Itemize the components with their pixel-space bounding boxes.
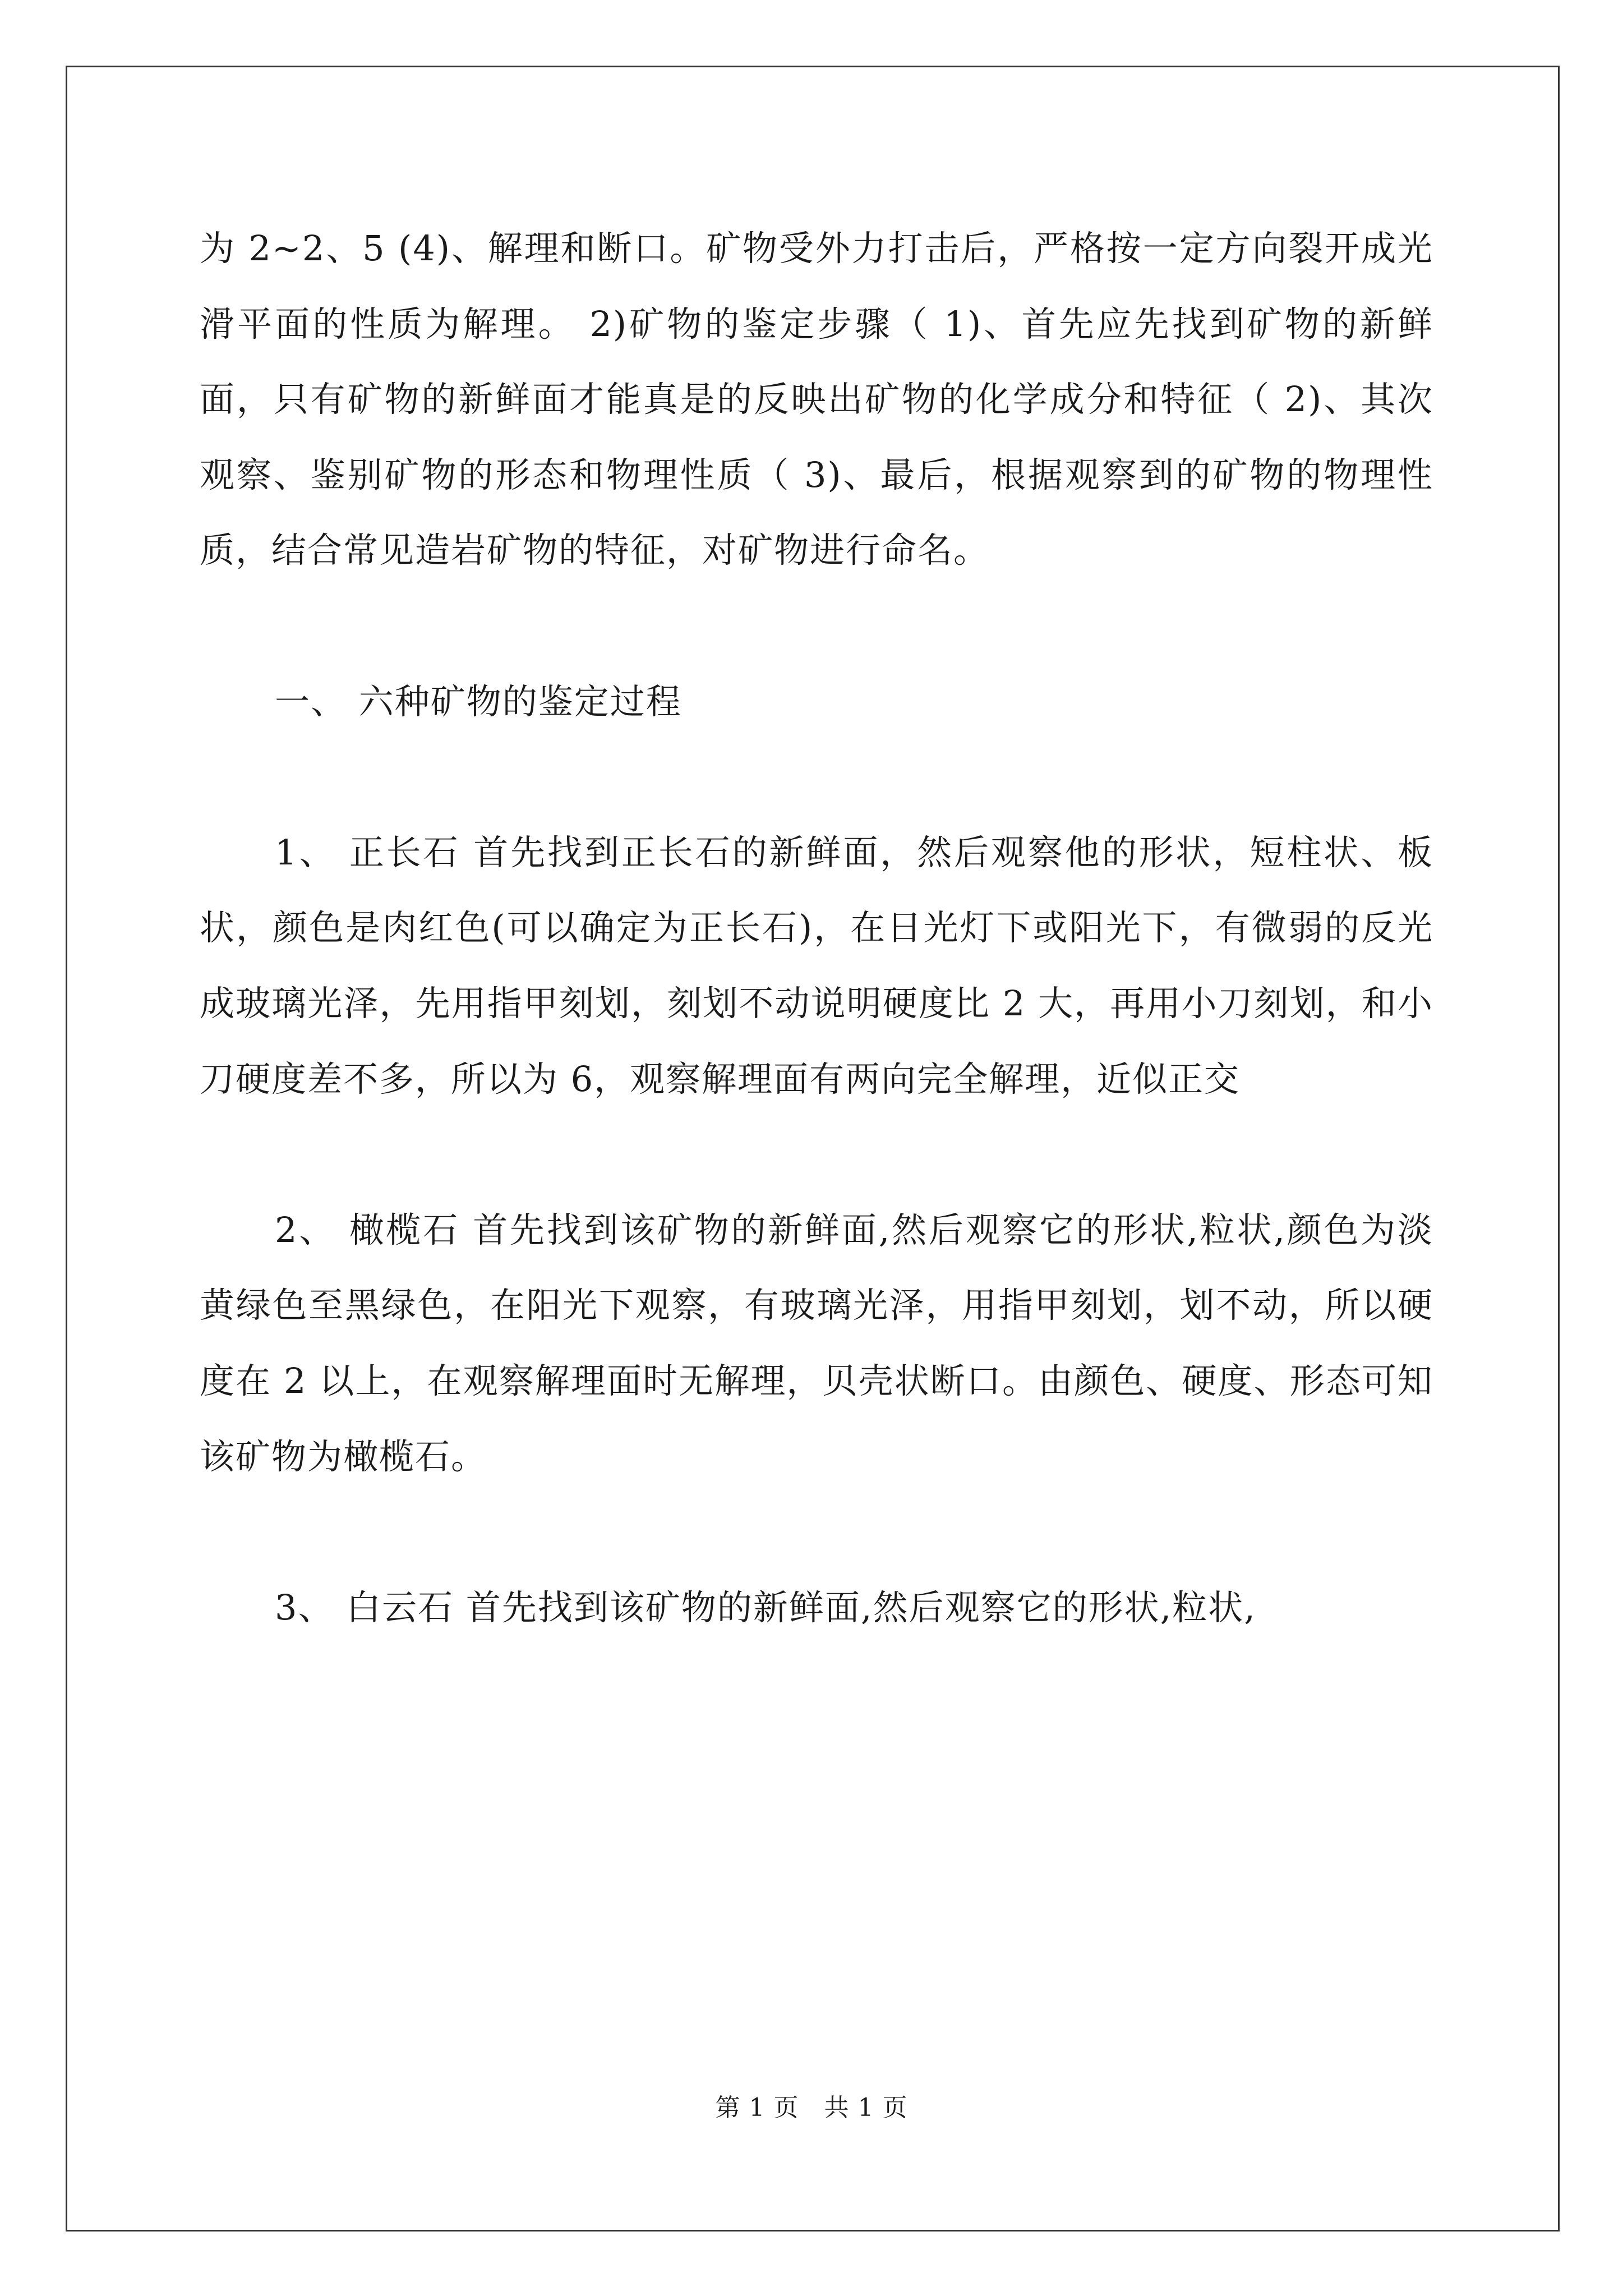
paragraph-mineral-identification-steps: 为 2~2、5 (4)、解理和断口。矿物受外力打击后，严格按一定方向裂开成光滑平面的性质为解理。 2)矿物的鉴定步骤（ 1)、首先应先找到矿物的新鲜面，只有矿物的新鲜面才能真是的反映出矿物的化学成分和特征（ 2)、其次观察、鉴别矿物的形态和物理性质（ 3)、最后，根据观察到的矿物的物理性质，结合常见造岩矿物的特征，对矿物进行命名。 xyxy=(200,228,1433,571)
document-body xyxy=(200,211,1433,1645)
page-number-footer: 第 1 页 共 1 页 xyxy=(715,2093,908,2122)
paragraph-dolomite: 3、 白云石 首先找到该矿物的新鲜面,然后观察它的形状,粒状, xyxy=(275,1586,1256,1628)
section-heading-six-minerals: 一、 六种矿物的鉴定过程 xyxy=(275,680,682,722)
paragraph-olivine: 2、 橄榄石 首先找到该矿物的新鲜面,然后观察它的形状,粒状,颜色为淡黄绿色至黑绿色，在阳光下观察，有玻璃光泽，用指甲刻划，划不动，所以硬度在 2 以上，在观察解理面时无解理，贝壳状断口。由颜色、硬度、形态可知该矿物为橄榄石。 xyxy=(200,1209,1433,1477)
paragraph-orthoclase: 1、 正长石 首先找到正长石的新鲜面，然后观察他的形状，短柱状、板状，颜色是肉红色(可以确定为正长石)，在日光灯下或阳光下，有微弱的反光成玻璃光泽，先用指甲刻划，刻划不动说明硬度比 2 大，再用小刀刻划，和小刀硬度差不多，所以为 6，观察解理面有两向完全解理，近似正交 xyxy=(200,831,1433,1099)
